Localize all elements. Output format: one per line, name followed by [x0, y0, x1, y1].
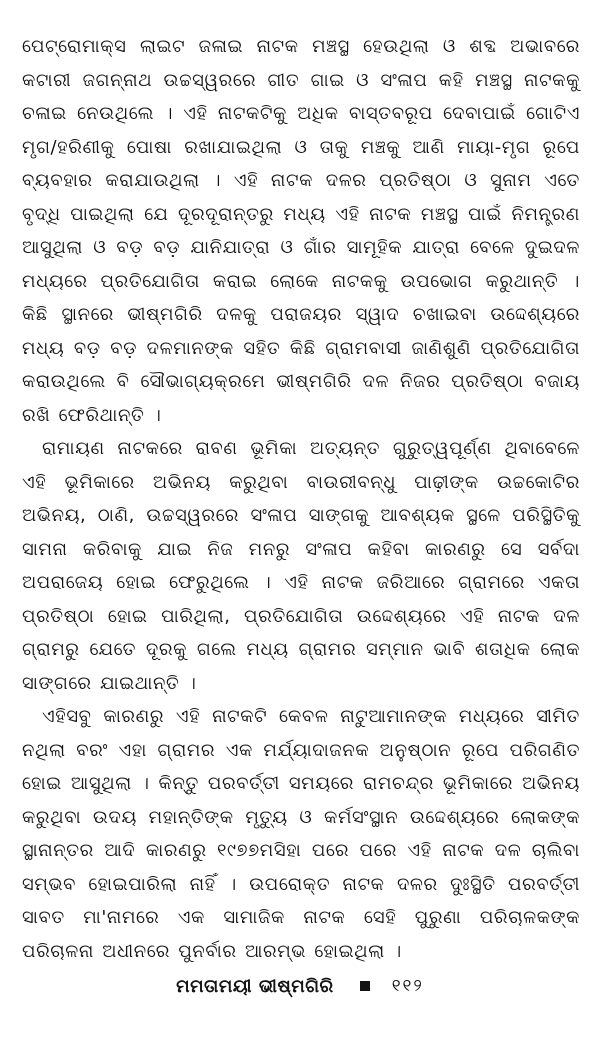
- page-footer: [0, 968, 600, 1004]
- paragraph-3: ଏହିସବୁ କାରଣରୁ ଏହି ନାଟକଟି କେବଳ ନାଟୁଆମାନଙ୍କ ମଧ୍ୟରେ ସୀମିତ ନଥିଲା ବରଂ ଏହା ଗ୍ରାମର ଏକ ମର୍ଯ୍ୟାଦାଜନକ ଅନୁଷ୍ଠାନ ରୂପେ ପରିଗଣିତ ହୋଇ ଆସୁଥିଲା । କିନ୍ତୁ ପରବର୍ତ୍ତୀ ସମୟରେ ରାମଚନ୍ଦ୍ର ଭୂମିକାରେ ଅଭିନୟ କରୁଥିବା ଉଦୟ ମହାନ୍ତିଙ୍କ ମୃତ୍ୟୁ ଓ କର୍ମସଂସ୍ଥାନ ଉଦ୍ଦେଶ୍ୟରେ ଲୋକଙ୍କ ସ୍ଥାନାନ୍ତର ଆଦି କାରଣରୁ ୧୯୭୭ମସିହା ପରେ ପରେ ଏହି ନାଟକ ଦଳ ଚାଲିବା ସମ୍ଭବ ହୋଇପାରିଲା ନାହିଁ । ଉପରୋକ୍ତ ନାଟକ ଦଳର ଦୁଃସ୍ଥିତି ପରବର୍ତ୍ତୀ ସାବତ ମା'ନାମରେ ଏକ ସାମାଜିକ ନାଟକ ସେହି ପୁରୁଣା ପରିଚାଳକଙ୍କ ପରିଚାଳନା ଅଧୀନରେ ପୁନର୍ବାର ଆରମ୍ଭ ହୋଇଥିଲା ।: [22, 706, 580, 962]
- running-footer-title: ମମତାମୟୀ ଭୀଷ୍ମଗିରି: [176, 975, 334, 997]
- body-text: [22, 30, 580, 968]
- page-number: ୧୧୨: [391, 976, 424, 996]
- square-bullet-icon: [360, 981, 370, 991]
- paragraph-2: ରାମାୟଣ ନାଟକରେ ରାବଣ ଭୂମିକା ଅତ୍ୟନ୍ତ ଗୁରୁତ୍ୱପୂର୍ଣ୍ଣ ଥିବାବେଳେ ଏହି ଭୂମିକାରେ ଅଭିନୟ କରୁଥିବା ବାଉରୀବନ୍ଧୁ ପାଢ଼ୀଙ୍କ ଉଚ୍ଚକୋଟିର ଅଭିନୟ, ଠାଣି, ଉଚ୍ଚସ୍ୱରରେ ସଂଳାପ ସାଙ୍ଗକୁ ଆବଶ୍ୟକ ସ୍ଥଳେ ପରିସ୍ଥିତିକୁ ସାମନା କରିବାକୁ ଯାଇ ନିଜ ମନରୁ ସଂଳାପ କହିବା କାରଣରୁ ସେ ସର୍ବଦା ଅପରାଜେୟ ହୋଇ ଫେରୁଥିଲେ । ଏହି ନାଟକ ଜରିଆରେ ଗ୍ରାମରେ ଏକତା ପ୍ରତିଷ୍ଠା ହୋଇ ପାରିଥିଲା, ପ୍ରତିଯୋଗିତା ଉଦ୍ଦେଶ୍ୟରେ ଏହି ନାଟକ ଦଳ ଗ୍ରାମରୁ ଯେତେ ଦୂରକୁ ଗଲେ ମଧ୍ୟ ଗ୍ରାମର ସମ୍ମାନ ଭାବି ଶତାଧିକ ଲୋକ ସାଙ୍ଗରେ ଯାଇଥାନ୍ତି ।: [22, 438, 580, 694]
- paragraph-1: ପେଟ୍ରୋମାକ୍ସ ଲାଇଟ ଜଳାଇ ନାଟକ ମଞ୍ଚସ୍ଥ ହେଉଥିଲା ଓ ଶବ୍ଦ ଅଭାବରେ କଟାରୀ ଜଗନ୍ନାଥ ଉଚ୍ଚସ୍ୱରରେ ଗୀତ ଗାଇ ଓ ସଂଳାପ କହି ମଞ୍ଚସ୍ଥ ନାଟକକୁ ଚଳାଇ ନେଉଥିଲେ । ଏହି ନାଟକଟିକୁ ଅଧିକ ବାସ୍ତବରୂପ ଦେବାପାଇଁ ଗୋଟିଏ ମୃଗ/ହରିଣୀକୁ ପୋଷା ରଖାଯାଇଥିଲା ଓ ତାକୁ ମଞ୍ଚକୁ ଆଣି ମାୟା-ମୃଗ ରୂପେ ବ୍ୟବହାର କରାଯାଉଥିଲା । ଏହି ନାଟକ ଦଳର ପ୍ରତିଷ୍ଠା ଓ ସୁନାମ ଏତେ ବୃଦ୍ଧି ପାଇଥିଲା ଯେ ଦୂରଦୂରାନ୍ତରୁ ମଧ୍ୟ ଏହି ନାଟକ ମଞ୍ଚସ୍ଥ ପାଇଁ ନିମନ୍ତ୍ରଣ ଆସୁଥିଲା ଓ ବଡ଼ ବଡ଼ ଯାନିଯାତ୍ରା ଓ ଗାଁର ସାମୂହିକ ଯାତ୍ରା ବେଳେ ଦୁଇଦଳ ମଧ୍ୟରେ ପ୍ରତିଯୋଗିତା କରାଇ ଲୋକେ ନାଟକକୁ ଉପଭୋଗ କରୁଥାନ୍ତି । କିଛି ସ୍ଥାନରେ ଭୀଷ୍ମଗିରି ଦଳକୁ ପରାଜୟର ସ୍ୱାଦ ଚଖାଇବା ଉଦ୍ଦେଶ୍ୟରେ ମଧ୍ୟ ବଡ଼ ବଡ଼ ଦଳମାନଙ୍କ ସହିତ କିଛି ଗ୍ରାମବାସୀ ଜାଣିଶୁଣି ପ୍ରତିଯୋଗିତା କରାଉଥିଲେ ବି ସୌଭାଗ୍ୟକ୍ରମେ ଭୀଷ୍ମଗିରି ଦଳ ନିଜର ପ୍ରତିଷ୍ଠା ବଜାୟ ରଖି ଫେରିଥାନ୍ତି ।: [22, 36, 580, 426]
